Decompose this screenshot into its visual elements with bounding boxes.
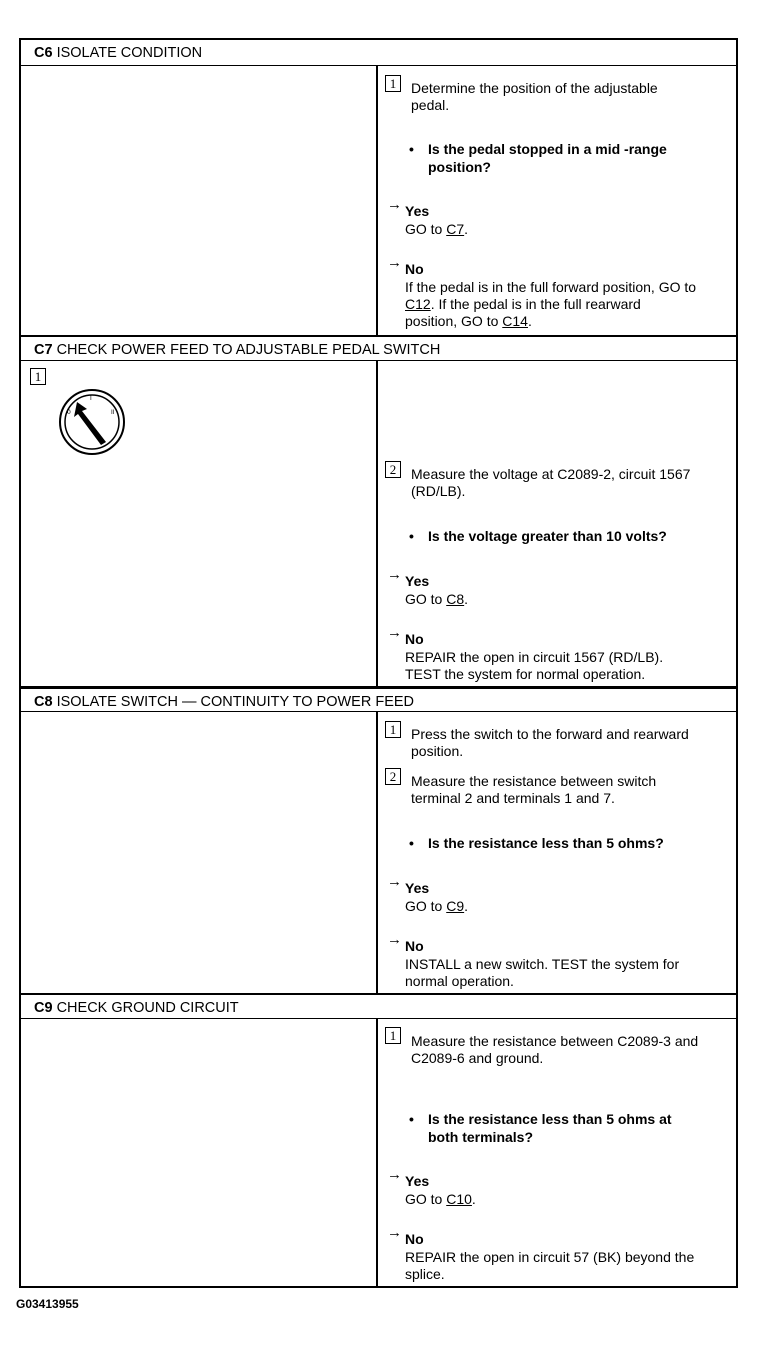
- arrow-right-icon: →: [387, 254, 402, 271]
- goto-link-c10[interactable]: C10: [446, 1191, 472, 1207]
- step-title: CHECK GROUND CIRCUIT: [56, 1000, 239, 1016]
- arrow-right-icon: →: [387, 196, 402, 213]
- step-number-box: 2: [385, 768, 401, 785]
- no-instruction: If the pedal is in the full forward position, GO to C12. If the pedal is in the full rearward position, GO to C14.: [405, 279, 697, 329]
- question-bullet: • Is the resistance less than 5 ohms at both terminals?: [409, 1111, 672, 1145]
- arrow-right-icon: →: [387, 566, 402, 583]
- yes-label: Yes: [405, 573, 430, 589]
- instruction-text: Determine the position of the adjustable pedal.: [411, 80, 658, 113]
- step-header-c7: [21, 335, 736, 361]
- figure-id: G03413955: [16, 1297, 79, 1311]
- step-header-c6: [21, 40, 736, 66]
- ignition-mark: II: [111, 409, 115, 416]
- yes-label: Yes: [405, 1173, 430, 1189]
- column-divider: [376, 361, 378, 686]
- yes-instruction: GO to C7.: [405, 221, 469, 237]
- ignition-switch-icon: [57, 387, 127, 457]
- step-number-box: 2: [385, 461, 401, 478]
- yes-instruction: GO to C10.: [405, 1191, 476, 1207]
- yes-instruction: GO to C8.: [405, 591, 469, 607]
- instruction-text: Measure the voltage at C2089-2, circuit 1567 (RD/LB).: [411, 466, 691, 499]
- goto-link-c8[interactable]: C8: [446, 591, 465, 607]
- step-code: C6: [34, 45, 53, 61]
- step-header-c8: [21, 686, 736, 712]
- arrow-right-icon: →: [387, 873, 402, 890]
- step-code: C9: [34, 1000, 53, 1016]
- step-number-box: 1: [385, 721, 401, 738]
- arrow-right-icon: →: [387, 624, 402, 641]
- arrow-right-icon: →: [387, 931, 402, 948]
- no-instruction: REPAIR the open in circuit 1567 (RD/LB). TEST the system for normal operation.: [405, 649, 664, 682]
- step-header-c9: [21, 993, 736, 1019]
- step-code: C8: [34, 694, 53, 710]
- yes-label: Yes: [405, 880, 430, 896]
- goto-link-c7[interactable]: C7: [446, 221, 465, 237]
- step-title: ISOLATE CONDITION: [56, 45, 203, 61]
- step-number-box: 1: [385, 75, 401, 92]
- yes-instruction: GO to C9.: [405, 898, 469, 914]
- goto-link-c12[interactable]: C12: [405, 296, 431, 312]
- arrow-right-icon: →: [387, 1224, 402, 1241]
- column-divider: [376, 712, 378, 993]
- step-number-box: 1: [385, 1027, 401, 1044]
- no-instruction: REPAIR the open in circuit 57 (BK) beyond the splice.: [405, 1249, 695, 1282]
- no-instruction: INSTALL a new switch. TEST the system for normal operation.: [405, 956, 680, 989]
- procedure-table: [19, 38, 738, 1288]
- goto-link-c14[interactable]: C14: [502, 313, 528, 329]
- step-title: CHECK POWER FEED TO ADJUSTABLE PEDAL SWITCH: [56, 342, 441, 358]
- no-label: No: [405, 261, 424, 277]
- ignition-mark: I: [90, 395, 92, 402]
- ignition-mark: 0: [67, 409, 71, 416]
- yes-label: Yes: [405, 203, 430, 219]
- column-divider: [376, 1019, 378, 1286]
- no-label: No: [405, 631, 424, 647]
- question-bullet: • Is the pedal stopped in a mid -range position?: [409, 141, 667, 175]
- step-number-box: 1: [30, 368, 46, 385]
- no-label: No: [405, 938, 424, 954]
- instruction-text: Measure the resistance between C2089-3 and C2089-6 and ground.: [411, 1033, 699, 1066]
- arrow-right-icon: →: [387, 1166, 402, 1183]
- step-code: C7: [34, 342, 53, 358]
- question-bullet: • Is the voltage greater than 10 volts?: [409, 528, 667, 544]
- goto-link-c9[interactable]: C9: [446, 898, 465, 914]
- instruction-text: Measure the resistance between switch terminal 2 and terminals 1 and 7.: [411, 773, 657, 806]
- question-bullet: • Is the resistance less than 5 ohms?: [409, 835, 664, 851]
- step-title: ISOLATE SWITCH — CONTINUITY TO POWER FEED: [56, 694, 415, 710]
- column-divider: [376, 66, 378, 335]
- instruction-text: Press the switch to the forward and rearward position.: [411, 726, 689, 759]
- no-label: No: [405, 1231, 424, 1247]
